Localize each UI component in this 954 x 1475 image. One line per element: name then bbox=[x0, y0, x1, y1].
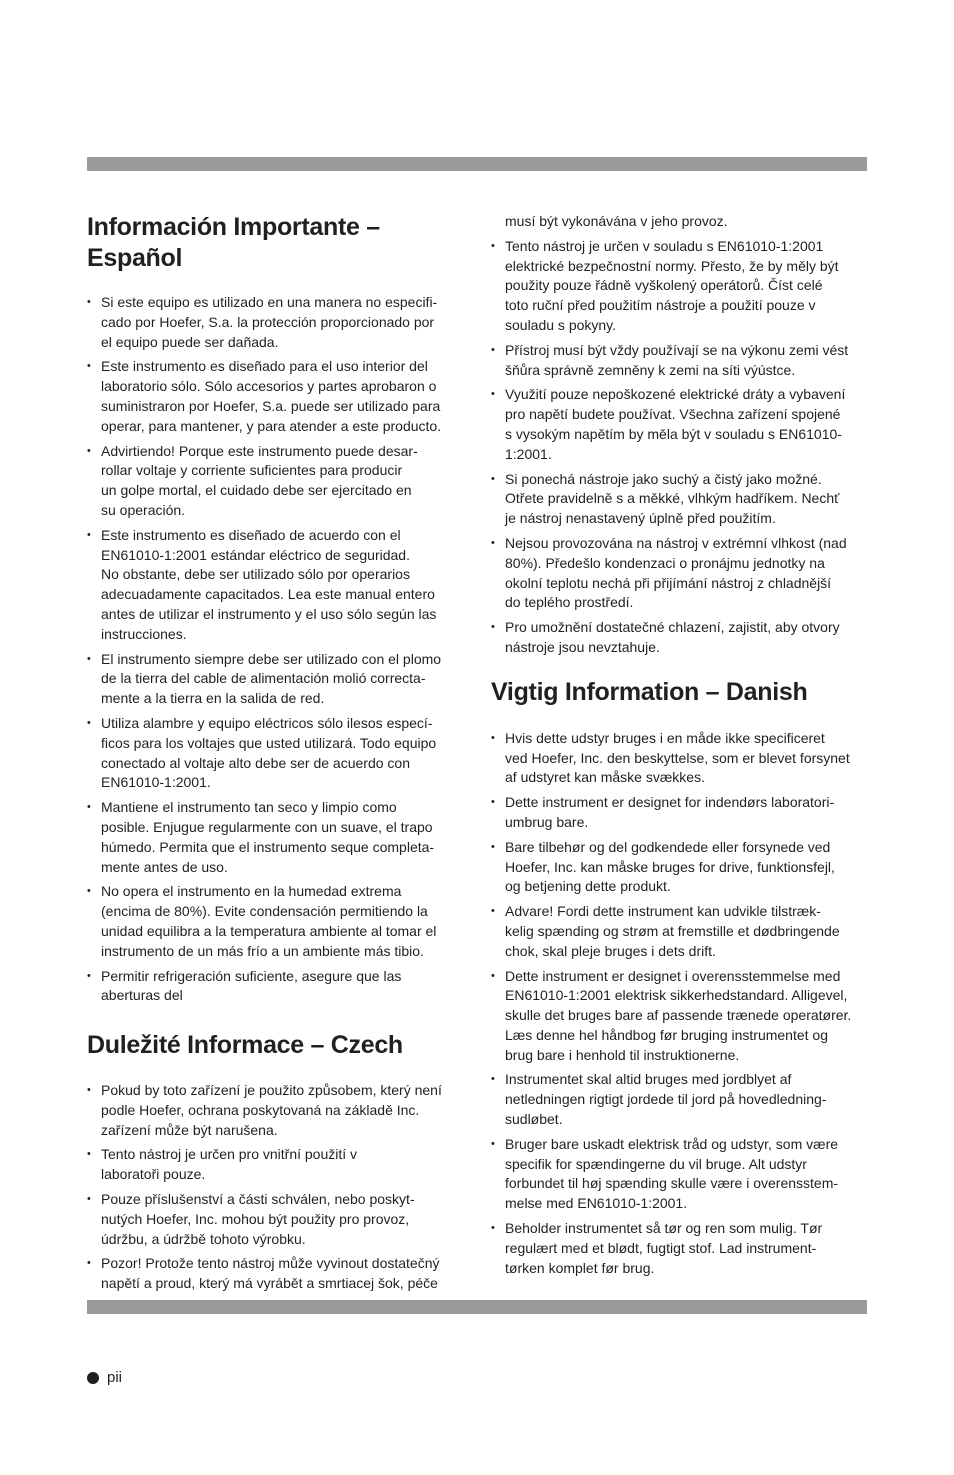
list-item: • Beholder instrumentet så tør og ren som mulig. Tør regulært med et blødt, fugtigt stof. Lad instrument- tørken komplet før brug. bbox=[491, 1219, 871, 1278]
section-spanish bbox=[87, 212, 467, 1006]
list-item-continuation: musí být vykonávána v jeho provoz. bbox=[505, 213, 728, 229]
list-item: • Dette instrument er designet i overensstemmelse med EN61010-1:2001 elektrisk sikkerhedstandard. Alligevel, skulle det bruges bare af passende trænede operatører. Læs denne hel håndbog før bruging instrumentet og brug bare i henhold til instruktionerne. bbox=[491, 967, 871, 1066]
section-czech bbox=[87, 1030, 467, 1294]
page-footer bbox=[87, 1368, 122, 1388]
section-title-danish: Vigtig Information – Danish bbox=[491, 677, 808, 706]
list-item: • Instrumentet skal altid bruges med jordblyet af netledningen rigtigt jordede til jord på hovedledning- sudløbet. bbox=[491, 1070, 871, 1129]
list-item: • Pokud by toto zařízení je použito způsobem, který není podle Hoefer, ochrana poskytovaná na základě Inc. zařízení může být narušena. bbox=[87, 1081, 467, 1140]
list-item: • Pozor! Protože tento nástroj může vyvinout dostatečný napětí a proud, který má vyrábět a smrtiacej šok, péče bbox=[87, 1254, 467, 1294]
list-item: • Nejsou provozována na nástroj v extrémní vlhkost (nad 80%). Předešlo kondenzaci o pronájmu jednotky na okolní teplotu nechá při přijímání nástroj z chladnější do teplého prostředí. bbox=[491, 534, 871, 613]
list-item: • El instrumento siempre debe ser utilizado con el plomo de la tierra del cable de alimentación molió correcta- mente a la tierra en la salida de red. bbox=[87, 650, 467, 709]
list-item: • Si ponechá nástroje jako suchý a čistý jako možné. Otřete pravidelně s a měkké, vlhkým hadříkem. Nechť je nástroj nenastavený úplně před použitím. bbox=[491, 470, 871, 529]
list-czech bbox=[87, 1081, 467, 1294]
list-item: • Pro umožnění dostatečné chlazení, zajistit, aby otvory nástroje jsou nevztahuje. bbox=[491, 618, 871, 658]
list-item: • Advirtiendo! Porque este instrumento puede desar- rollar voltaje y corriente suficientes para producir un golpe mortal, el cuidado debe ser ejercitado en su operación. bbox=[87, 442, 467, 521]
bullet-dot-icon bbox=[87, 1372, 99, 1384]
list-czech-continued bbox=[491, 237, 871, 658]
list-item: • Si este equipo es utilizado en una manera no especifi- cado por Hoefer, S.a. la protección proporcionado por el equipo puede ser dañada. bbox=[87, 293, 467, 352]
list-item: • Tento nástroj je určen v souladu s EN61010-1:2001 elektrické bezpečnostní normy. Přesto, že by měly být použity pouze řádně vyškolený operátorů. Číst celé toto ruční před použitím nástroje a použití pouze v souladu s pokyny. bbox=[491, 237, 871, 336]
list-item: • Utiliza alambre y equipo eléctricos sólo ilesos especí- ficos para los voltajes que usted utilizará. Todo equipo conectado al voltaje alto debe ser de acuerdo con EN61010-1:2001. bbox=[87, 714, 467, 793]
list-item: • Bare tilbehør og del godkendede eller forsynede ved Hoefer, Inc. kan måske bruges for drive, funktionsfejl, og betjening dette produkt. bbox=[491, 838, 871, 897]
list-item: • Advare! Fordi dette instrument kan udvikle tilstræk- kelig spænding og strøm at fremstille et dødbringende chok, skal pleje bruges i dets drift. bbox=[491, 902, 871, 961]
list-danish bbox=[491, 729, 871, 1279]
section-title-czech: Duležité Informace – Czech bbox=[87, 1031, 403, 1060]
list-item: • Bruger bare uskadt elektrisk tråd og udstyr, som være specifik for spændingerne du vil bruge. Alt udstyr forbundet til høj spænding skulle være i overensstem- melse med EN61010-1:2001. bbox=[491, 1135, 871, 1214]
list-item: • No opera el instrumento en la humedad extrema (encima de 80%). Evite condensación permitiendo la unidad equilibra a la temperatura ambiente al tomar el instrumento de un más frío a un ambiente más tibio. bbox=[87, 882, 467, 961]
page-number: pii bbox=[107, 1369, 123, 1386]
list-item: • Pouze příslušenství a části schválen, nebo poskyt- nutých Hoefer, Inc. mohou být použity pro provoz, údržbu, a údržbě tohoto výrobku. bbox=[87, 1190, 467, 1249]
section-title-spanish: Información Importante – Español bbox=[87, 213, 380, 272]
top-rule bbox=[87, 157, 867, 171]
list-item: • Permitir refrigeración suficiente, asegure que las aberturas del bbox=[87, 967, 467, 1007]
list-item: • Este instrumento es diseñado para el uso interior del laboratorio sólo. Sólo accesorios y partes aprobaron o suministraron por Hoefer, S.a. puede ser utilizado para operar, para mantener, y para atender a este producto. bbox=[87, 357, 467, 436]
list-item: • Mantiene el instrumento tan seco y limpio como posible. Enjugue regularmente con un suave, el trapo húmedo. Permita que el instrumento seque completa- mente antes de uso. bbox=[87, 798, 467, 877]
list-item: • Přístroj musí být vždy používají se na výkonu zemi vést šňůra správně zemněny k zemi na síti výústce. bbox=[491, 341, 871, 381]
bottom-rule bbox=[87, 1300, 867, 1314]
list-item: • Využití pouze nepoškozené elektrické dráty a vybavení pro napětí budete používat. Všechna zařízení spojené s vysokým napětím by měla být v souladu s EN61010- 1:2001. bbox=[491, 385, 871, 464]
left-column bbox=[87, 212, 467, 1299]
list-item: • Tento nástroj je určen pro vnitřní použití v laboratoři pouze. bbox=[87, 1145, 467, 1185]
list-item: • Hvis dette udstyr bruges i en måde ikke specificeret ved Hoefer, Inc. den beskyttelse, som er blevet forsynet af udstyret kan måske svækkes. bbox=[491, 729, 871, 788]
right-column bbox=[491, 212, 871, 1283]
section-danish bbox=[491, 677, 871, 1279]
list-item: • Este instrumento es diseñado de acuerdo con el EN61010-1:2001 estándar eléctrico de seguridad. No obstante, debe ser utilizado sólo por operarios adecuadamente capacitados. Lea este manual entero antes de utilizar el instrumento y el uso sólo según las instrucciones. bbox=[87, 526, 467, 645]
list-item: • Dette instrument er designet for indendørs laboratori- umbrug bare. bbox=[491, 793, 871, 833]
list-spanish bbox=[87, 293, 467, 1006]
